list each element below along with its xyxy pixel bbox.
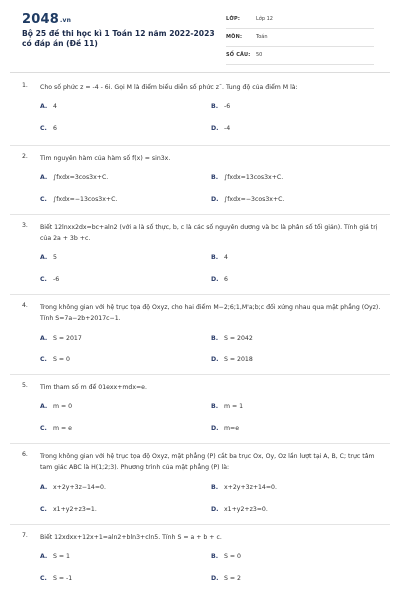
option-letter: C.	[40, 356, 47, 363]
option-text: S = -1	[53, 575, 73, 582]
meta-label: SỐ CÂU:	[226, 52, 251, 58]
option-letter: D.	[211, 125, 219, 132]
question-number: 5.	[22, 382, 28, 389]
option-text: 6	[224, 276, 228, 283]
question-number: 3.	[22, 222, 28, 229]
option-text: S = 2018	[224, 356, 253, 363]
option-letter: C.	[40, 425, 47, 432]
option-text: ∫fxdx=3cos3x+C.	[53, 174, 109, 181]
page-title: Bộ 25 đề thi học kì 1 Toán 12 năm 2022-2023 có đáp án (Đề 11)	[22, 29, 215, 48]
option-b[interactable]	[211, 403, 243, 410]
option-b[interactable]	[211, 553, 241, 560]
option-text: ∫fxdx=−3cos3x+C.	[224, 196, 285, 203]
option-text: x+2y+3z+14=0.	[224, 484, 277, 491]
option-d[interactable]	[211, 506, 268, 513]
question-text: Biết 12xdxx+12x+1=aln2+bln3+cln5. Tính S = a + b + c.	[40, 534, 222, 541]
option-a[interactable]	[40, 254, 57, 261]
option-letter: B.	[211, 484, 219, 491]
option-c[interactable]	[40, 276, 59, 283]
option-text: x1+y2+z3=1.	[53, 506, 97, 513]
option-a[interactable]	[40, 335, 82, 342]
option-b[interactable]	[211, 484, 277, 491]
option-text: S = 0	[53, 356, 70, 363]
meta-value: 50	[256, 52, 263, 58]
option-c[interactable]	[40, 356, 70, 363]
question-text: Trong không gian với hệ trục tọa độ Oxyz, cho hai điểm M−2;6;1,M'a;b;c đối xứng nhau qua mặt phẳng (Oyz). Tính S=7a−2b+2017c−1.	[40, 304, 381, 322]
option-text: x+2y+3z−14=0.	[53, 484, 106, 491]
option-d[interactable]	[211, 425, 239, 432]
question-separator	[10, 145, 390, 146]
option-letter: C.	[40, 125, 47, 132]
option-text: 6	[53, 125, 57, 132]
question-separator	[10, 374, 390, 375]
option-a[interactable]	[40, 103, 57, 110]
option-text: S = 2042	[224, 335, 253, 342]
option-text: -6	[224, 103, 231, 110]
option-text: -4	[224, 125, 231, 132]
option-letter: C.	[40, 196, 47, 203]
option-letter: C.	[40, 506, 47, 513]
option-letter: A.	[40, 484, 48, 491]
question-number: 1.	[22, 82, 28, 89]
option-text: m = 0	[53, 403, 73, 410]
question-number: 7.	[22, 532, 28, 539]
option-letter: D.	[211, 425, 219, 432]
option-letter: D.	[211, 575, 219, 582]
question-text: Trong không gian với hệ trục tọa độ Oxyz, mặt phẳng (P) cắt ba trục Ox, Oy, Oz lần lượt tại A, B, C; trực tâm tam giác ABC là H(1;2;3). Phương trình của mặt phẳng (P) là:	[40, 453, 375, 471]
option-letter: A.	[40, 553, 48, 560]
question-number: 4.	[22, 302, 28, 309]
option-text: S = 2	[224, 575, 241, 582]
option-text: m = 1	[224, 403, 244, 410]
option-text: S = 1	[53, 553, 70, 560]
option-a[interactable]	[40, 403, 72, 410]
meta-label: LỚP:	[226, 16, 241, 22]
option-d[interactable]	[211, 575, 241, 582]
option-b[interactable]	[211, 103, 230, 110]
option-letter: C.	[40, 575, 47, 582]
option-c[interactable]	[40, 425, 72, 432]
option-text: 4	[53, 103, 57, 110]
option-letter: D.	[211, 356, 219, 363]
option-b[interactable]	[211, 254, 228, 261]
option-text: x1+y2+z3=0.	[224, 506, 268, 513]
option-d[interactable]	[211, 276, 228, 283]
option-letter: B.	[211, 254, 219, 261]
question-text: Tìm nguyên hàm của hàm số f(x) = sin3x.	[40, 155, 171, 162]
option-letter: B.	[211, 335, 219, 342]
option-letter: B.	[211, 553, 219, 560]
option-letter: A.	[40, 174, 48, 181]
meta-value: Lớp 12	[256, 16, 273, 22]
option-c[interactable]	[40, 506, 97, 513]
option-d[interactable]	[211, 196, 284, 203]
option-text: S = 2017	[53, 335, 82, 342]
meta-value: Toán	[256, 34, 268, 40]
option-text: m = e	[53, 425, 72, 432]
option-letter: A.	[40, 254, 48, 261]
option-letter: A.	[40, 403, 48, 410]
option-letter: C.	[40, 276, 47, 283]
option-letter: A.	[40, 103, 48, 110]
option-letter: D.	[211, 196, 219, 203]
option-text: -6	[53, 276, 60, 283]
option-text: 5	[53, 254, 57, 261]
question-number: 6.	[22, 451, 28, 458]
question-separator	[10, 524, 390, 525]
option-a[interactable]	[40, 553, 70, 560]
question-number: 2.	[22, 153, 28, 160]
option-d[interactable]	[211, 356, 253, 363]
option-d[interactable]	[211, 125, 230, 132]
option-c[interactable]	[40, 575, 72, 582]
option-c[interactable]	[40, 196, 117, 203]
option-letter: A.	[40, 335, 48, 342]
option-text: S = 0	[224, 553, 241, 560]
question-text: Cho số phức z = -4 - 6i. Gọi M là điểm biểu diễn số phức z¯. Tung độ của điểm M là:	[40, 84, 298, 91]
option-text: m=e	[224, 425, 240, 432]
option-letter: D.	[211, 506, 219, 513]
option-c[interactable]	[40, 125, 57, 132]
option-a[interactable]	[40, 174, 108, 181]
option-a[interactable]	[40, 484, 106, 491]
option-letter: B.	[211, 103, 219, 110]
question-separator	[10, 214, 390, 215]
question-separator	[10, 294, 390, 295]
meta-label: MÔN:	[226, 34, 243, 40]
question-text: Biết 12lnxx2dx=bc+aln2 (với a là số thực, b, c là các số nguyên dương và bc là phân số tối giản). Tính giá trị của 2a + 3b +c.	[40, 224, 378, 242]
option-letter: D.	[211, 276, 219, 283]
question-separator	[10, 443, 390, 444]
option-b[interactable]	[211, 174, 283, 181]
option-text: ∫fxdx=−13cos3x+C.	[53, 196, 118, 203]
option-letter: B.	[211, 403, 219, 410]
logo-text: 2048	[22, 12, 59, 27]
option-b[interactable]	[211, 335, 253, 342]
question-text: Tìm tham số m để 01exx+mdx=e.	[40, 384, 147, 391]
option-text: ∫fxdx=13cos3x+C.	[224, 174, 284, 181]
logo-suffix: .vn	[59, 17, 72, 24]
option-letter: B.	[211, 174, 219, 181]
option-text: 4	[224, 254, 228, 261]
